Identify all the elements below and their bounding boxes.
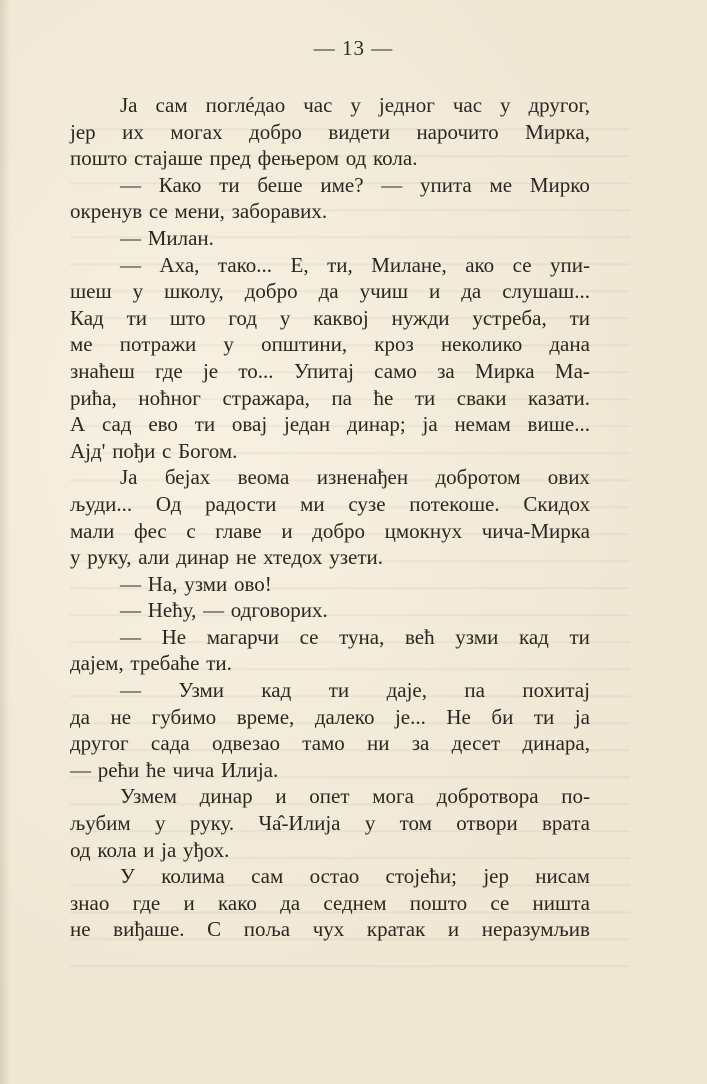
word: школу, <box>164 279 224 304</box>
word: — <box>70 757 91 782</box>
word: нужди <box>391 305 450 330</box>
word: од <box>70 837 91 862</box>
word: добро <box>249 119 302 144</box>
word: име? <box>320 172 364 197</box>
word: Мирка <box>475 358 535 383</box>
word: уђох. <box>183 837 230 862</box>
text-line <box>70 172 590 199</box>
word: време, <box>236 704 295 729</box>
word: добротом <box>435 465 521 490</box>
word: само <box>374 358 417 383</box>
word: упи- <box>550 252 590 277</box>
word: у <box>364 811 376 836</box>
word: и <box>429 279 441 304</box>
word: добротвора <box>436 784 539 809</box>
word: сада <box>150 731 190 756</box>
text-line <box>70 571 590 598</box>
word: мени, <box>174 199 225 224</box>
word: се <box>148 199 168 224</box>
word: динар <box>199 784 253 809</box>
word: — <box>120 252 141 277</box>
word: Узмем <box>120 784 177 809</box>
word: ме <box>70 332 93 357</box>
word: и <box>143 837 155 862</box>
word: јер <box>70 119 96 144</box>
word: кроз <box>374 332 414 357</box>
body-text <box>70 92 590 943</box>
word: мога <box>372 784 414 809</box>
word: ће <box>373 385 394 410</box>
word: Како <box>158 172 202 197</box>
word: у <box>279 305 291 330</box>
word: у <box>500 93 511 117</box>
word: — <box>120 598 141 623</box>
word: Ја <box>120 465 138 490</box>
word: ти <box>328 678 350 703</box>
word: Богом. <box>178 438 238 463</box>
word: стајаше <box>134 146 203 171</box>
word: отвори <box>456 811 518 836</box>
word: стојећи; <box>385 864 457 889</box>
word: с <box>162 438 172 463</box>
word: — <box>120 678 141 703</box>
word: А <box>70 412 86 437</box>
word: ти <box>533 704 555 729</box>
word: руку, <box>87 545 132 570</box>
word: чича-Мирка <box>481 518 590 543</box>
word: ја <box>161 837 177 862</box>
word: кола <box>97 837 137 862</box>
word: динар <box>176 545 230 570</box>
word: Не <box>161 624 187 649</box>
text-line <box>70 810 590 837</box>
word: добро <box>244 279 298 304</box>
word: колима <box>161 864 225 889</box>
word: у <box>223 332 234 357</box>
word: се <box>299 624 319 649</box>
word: чича <box>172 757 215 782</box>
word: општини, <box>261 332 348 357</box>
word: један <box>283 412 331 437</box>
spine-shadow <box>0 0 10 1084</box>
word: окренув <box>70 199 143 224</box>
word: ти <box>414 385 436 410</box>
word: потекоше. <box>409 491 500 516</box>
text-line <box>70 145 590 172</box>
word: С <box>207 917 222 942</box>
word: не <box>70 917 91 942</box>
word: Скидох <box>523 491 590 516</box>
text-line <box>70 677 590 704</box>
word: Упитај <box>293 358 354 383</box>
word: Илија. <box>220 757 279 782</box>
text-line <box>70 198 590 225</box>
word: — <box>120 571 141 596</box>
word: кратак <box>366 917 426 942</box>
word: шеш <box>70 279 112 304</box>
word: немам <box>454 412 511 437</box>
word: упита <box>420 172 472 197</box>
word: казати. <box>528 385 590 410</box>
word: ти <box>219 172 240 197</box>
word: заборавих. <box>231 199 328 224</box>
word: у <box>132 279 144 304</box>
word: виђаше. <box>113 917 185 942</box>
word: том <box>399 811 432 836</box>
word: остао <box>309 864 360 889</box>
text-line <box>70 783 590 810</box>
text-line <box>70 411 590 438</box>
word: од <box>345 146 367 171</box>
word: за <box>411 731 430 756</box>
word: У <box>120 864 135 889</box>
word: с <box>186 518 196 543</box>
word: Од <box>155 491 182 516</box>
word: потражи <box>119 332 197 357</box>
text-line <box>70 890 590 917</box>
word: то... <box>238 358 274 383</box>
word: требаће <box>130 651 200 676</box>
word: Ајд' <box>70 438 106 463</box>
word: ноћног <box>138 385 201 410</box>
word: љубим <box>70 811 131 836</box>
word: слушаш... <box>502 279 590 304</box>
word: Милан. <box>147 225 214 250</box>
text-line <box>70 438 590 465</box>
word: чух <box>312 917 345 942</box>
word: пред <box>209 146 251 171</box>
word: сузе <box>348 491 386 516</box>
word: рића, <box>70 385 117 410</box>
word: узми <box>184 571 228 596</box>
word: дана <box>549 332 590 357</box>
word: другог <box>70 731 129 756</box>
word: пошто <box>70 146 128 171</box>
word: и <box>183 890 195 915</box>
text-line <box>70 863 590 890</box>
word: за <box>437 358 455 383</box>
word: неразумљив <box>481 917 590 942</box>
word: ових <box>547 465 590 490</box>
word: — <box>381 172 403 197</box>
text-line <box>70 305 590 332</box>
text-line <box>70 916 590 943</box>
word: је <box>202 358 219 383</box>
word: учиш <box>359 279 409 304</box>
word: па <box>331 385 352 410</box>
word: стражара, <box>222 385 310 410</box>
word: фес <box>133 518 167 543</box>
word: Ја <box>120 93 138 117</box>
word: сад <box>101 412 132 437</box>
word: Мирко <box>529 172 590 197</box>
word: где <box>155 358 183 383</box>
word: тако... <box>217 252 273 277</box>
word: ево <box>148 412 178 437</box>
word: видети <box>328 119 390 144</box>
word: хтедох <box>263 545 323 570</box>
word: одвезао <box>211 731 281 756</box>
word: сам <box>251 864 284 889</box>
word: На, <box>147 571 178 596</box>
word: Ча̂-Илија <box>258 811 341 836</box>
word: другог, <box>528 93 590 117</box>
word: рећи <box>97 757 140 782</box>
text-line <box>70 119 590 146</box>
word: и <box>275 784 287 809</box>
word: опет <box>309 784 350 809</box>
word: и <box>281 518 293 543</box>
word: беше <box>257 172 303 197</box>
word: — <box>120 172 141 197</box>
word: ти <box>126 305 148 330</box>
word: Не <box>446 704 471 729</box>
word: главе <box>215 518 262 543</box>
word: губимо <box>151 704 217 729</box>
word: цмокнух <box>384 518 463 543</box>
word: овај <box>231 412 268 437</box>
word: ти. <box>206 651 232 676</box>
word: мали <box>70 518 115 543</box>
word: ако <box>465 252 495 277</box>
word: узми <box>455 624 499 649</box>
word: се <box>512 252 532 277</box>
word: више... <box>527 412 590 437</box>
word: знао <box>70 890 110 915</box>
word: седнем <box>323 890 387 915</box>
word: кад <box>261 678 292 703</box>
word: руку. <box>189 811 235 836</box>
text-line <box>70 252 590 279</box>
text-line <box>70 597 590 624</box>
word: час <box>303 93 333 117</box>
text-line <box>70 518 590 545</box>
word: се <box>490 890 510 915</box>
text-line <box>70 704 590 731</box>
text-line <box>70 278 590 305</box>
word: једног <box>378 93 435 117</box>
word: ће <box>146 757 166 782</box>
word: динара, <box>522 731 590 756</box>
word: не <box>235 545 257 570</box>
word: Узми <box>178 678 224 703</box>
word: нисам <box>535 864 590 889</box>
word: јер <box>483 864 509 889</box>
word: ово! <box>233 571 272 596</box>
word: одговорих. <box>230 598 328 623</box>
word: како <box>217 890 257 915</box>
word: час <box>452 93 483 117</box>
word: и <box>447 917 460 942</box>
word: знаћеш <box>70 358 135 383</box>
word: врата <box>542 811 590 836</box>
word: да <box>461 279 482 304</box>
word: у <box>350 93 361 117</box>
text-line <box>70 624 590 651</box>
text-line <box>70 544 590 571</box>
word: пођи <box>112 438 156 463</box>
word: туна, <box>339 624 385 649</box>
word: пошто <box>409 890 468 915</box>
word: да <box>318 279 339 304</box>
word: — <box>120 624 141 649</box>
word: ти <box>569 305 590 330</box>
word: могах <box>170 119 223 144</box>
word: веома <box>237 465 290 490</box>
word: би <box>491 704 514 729</box>
word: динар; <box>346 412 406 437</box>
text-line <box>70 491 590 518</box>
text-line <box>70 225 590 252</box>
word: што <box>169 305 206 330</box>
word: кад <box>518 624 549 649</box>
word: тамо <box>302 731 345 756</box>
text-line <box>70 757 590 784</box>
word: кола. <box>373 146 418 171</box>
word: у <box>155 811 166 836</box>
word: ме <box>489 172 513 197</box>
text-line <box>70 92 590 119</box>
word: Кад <box>70 305 104 330</box>
word: људи... <box>70 491 133 516</box>
word: па <box>464 678 485 703</box>
word: Аха, <box>159 252 200 277</box>
word: где <box>132 890 161 915</box>
word: радости <box>205 491 277 516</box>
word: ти, <box>327 252 353 277</box>
word: даје, <box>386 678 427 703</box>
page-number: — 13 — <box>313 36 394 60</box>
word: нарочито <box>416 119 499 144</box>
word: Ма- <box>554 358 590 383</box>
word: поља <box>243 917 291 942</box>
text-line <box>70 331 590 358</box>
word: Милане, <box>371 252 447 277</box>
word: неколико <box>440 332 523 357</box>
word: је... <box>394 704 426 729</box>
word: сваки <box>456 385 507 410</box>
text-line <box>70 730 590 757</box>
word: узети. <box>329 545 384 570</box>
word: их <box>122 119 144 144</box>
word: Мирка, <box>525 119 590 144</box>
word: похитај <box>522 678 590 703</box>
word: сам <box>155 93 188 117</box>
word: ништа <box>532 890 590 915</box>
text-line <box>70 464 590 491</box>
word: далеко <box>314 704 375 729</box>
word: — <box>203 598 225 623</box>
text-line <box>70 385 590 412</box>
text-line <box>70 837 590 864</box>
word: устреба, <box>472 305 547 330</box>
word: десет <box>451 731 501 756</box>
word: у <box>70 545 81 570</box>
word: фењером <box>257 146 339 171</box>
word: поглéдао <box>205 93 286 117</box>
word: добро <box>312 518 366 543</box>
word: ти <box>569 624 590 649</box>
word: али <box>138 545 170 570</box>
word: не <box>110 704 132 729</box>
word: ја <box>574 704 590 729</box>
word: ти <box>194 412 216 437</box>
word: год <box>228 305 257 330</box>
word: Нећу, <box>147 598 197 623</box>
word: бејах <box>164 465 211 490</box>
word: већ <box>405 624 435 649</box>
word: изненађен <box>316 465 409 490</box>
word: каквој <box>313 305 369 330</box>
text-line <box>70 650 590 677</box>
word: дајем, <box>70 651 124 676</box>
word: ја <box>422 412 438 437</box>
text-line <box>70 358 590 385</box>
word: по- <box>561 784 590 809</box>
word: да <box>70 704 91 729</box>
word: ми <box>300 491 325 516</box>
word: ни <box>367 731 390 756</box>
word: Е, <box>290 252 309 277</box>
word: да <box>280 890 301 915</box>
word: магарчи <box>206 624 279 649</box>
word: — <box>120 225 141 250</box>
